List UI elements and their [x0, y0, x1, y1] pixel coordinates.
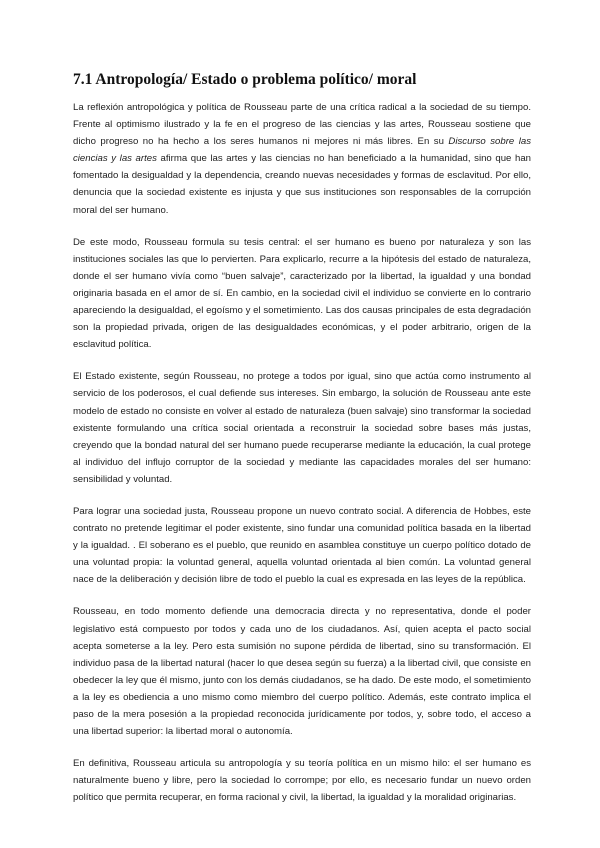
- paragraph-1-text-before: La reflexión antropológica y política de Rousseau parte de una crítica radical a la sociedad de su tiempo. Frente al optimismo ilustrado y la fe en el progreso de las ciencias y las artes, Rousseau sostiene que dicho progreso no ha hecho a los seres humanos ni mejores ni más libres. En su: [73, 102, 531, 148]
- document-page: [73, 70, 531, 806]
- paragraph-1: [73, 99, 531, 219]
- paragraph-2: De este modo, Rousseau formula su tesis central: el ser humano es bueno por naturaleza y son las instituciones sociales las que lo pervierten. Para explicarlo, recurre a la hipótesis del estado de naturaleza, donde el ser humano vivía como “buen salvaje”, caracterizado por la libertad, la igualdad y una bondad originaria basada en el amor de sí. En cambio, en la sociedad civil el individuo se convierte en lo contrario apareciendo la desigualdad, el egoísmo y el sometimiento. Las dos causas principales de esta degradación son la propiedad privada, origen de las desigualdades económicas, y el poder arbitrario, origen de la esclavitud política.: [73, 236, 531, 351]
- paragraph-1-italic-title: Discurso sobre las ciencias y las artes: [73, 136, 531, 165]
- paragraph-3: El Estado existente, según Rousseau, no protege a todos por igual, sino que actúa como instrumento al servicio de los poderosos, el cual defiende sus intereses. Sin embargo, la solución de Rousseau ante este modelo de estado no consiste en volver al estado de naturaleza (buen salvaje) sino transformar la sociedad existente formulando una crítica social orientada a reconstruir la sociedad sobre bases más justas, creyendo que la bondad natural del ser humano puede recuperarse mediante la educación, la cual protege al individuo del influjo corruptor de la sociedad y mediante las capacidades morales del ser humano: sensibilidad y voluntad.: [73, 371, 531, 485]
- paragraph-4: Para lograr una sociedad justa, Rousseau propone un nuevo contrato social. A diferencia de Hobbes, este contrato no pretende legitimar el poder existente, sino fundar una comunidad política basada en la libertad y la igualdad. . El soberano es el pueblo, que reunido en asamblea constituye un cuerpo político dotado de una voluntad propia: la voluntad general, aquella voluntad orientada al bien común. La voluntad general nace de la deliberación y decisión libre de todo el pueblo la cual es expresada en las leyes de la república.: [73, 505, 531, 586]
- paragraph-5: Rousseau, en todo momento defiende una democracia directa y no representativa, donde el poder legislativo está compuesto por todos y cada uno de los ciudadanos. Así, quien acepta el pacto social acepta someterse a la ley. Pero esta sumisión no supone pérdida de libertad, sino su transformación. El individuo pasa de la libertad natural (hacer lo que desea según su fuerza) a la libertad civil, que consiste en obedecer la ley que él mismo, junto con los demás ciudadanos, se ha dado. De este modo, el sometimiento a la ley es obediencia a uno mismo como miembro del cuerpo político. Además, este contrato implica el paso de la mera posesión a la propiedad reconocida jurídicamente por todos, y, sobre todo, el acceso a una libertad superior: la libertad moral o autonomía.: [73, 606, 531, 738]
- section-heading: 7.1 Antropología/ Estado o problema político/ moral: [73, 71, 417, 88]
- paragraph-1-text-after: afirma que las artes y las ciencias no han beneficiado a la humanidad, sino que han fomentado la desigualdad y la dependencia, creando nuevas necesidades y formas de esclavitud. Por ello, denuncia que la sociedad existente es injusta y que sus instituciones son responsables de la corrupción moral del ser humano.: [73, 153, 531, 216]
- paragraph-6: En definitiva, Rousseau articula su antropología y su teoría política en un mismo hilo: el ser humano es naturalmente bueno y libre, pero la sociedad lo corrompe; por ello, es necesario fundar un nuevo orden político que permita recuperar, en forma racional y civil, la libertad, la igualdad y la moralidad originarias.: [73, 758, 531, 804]
